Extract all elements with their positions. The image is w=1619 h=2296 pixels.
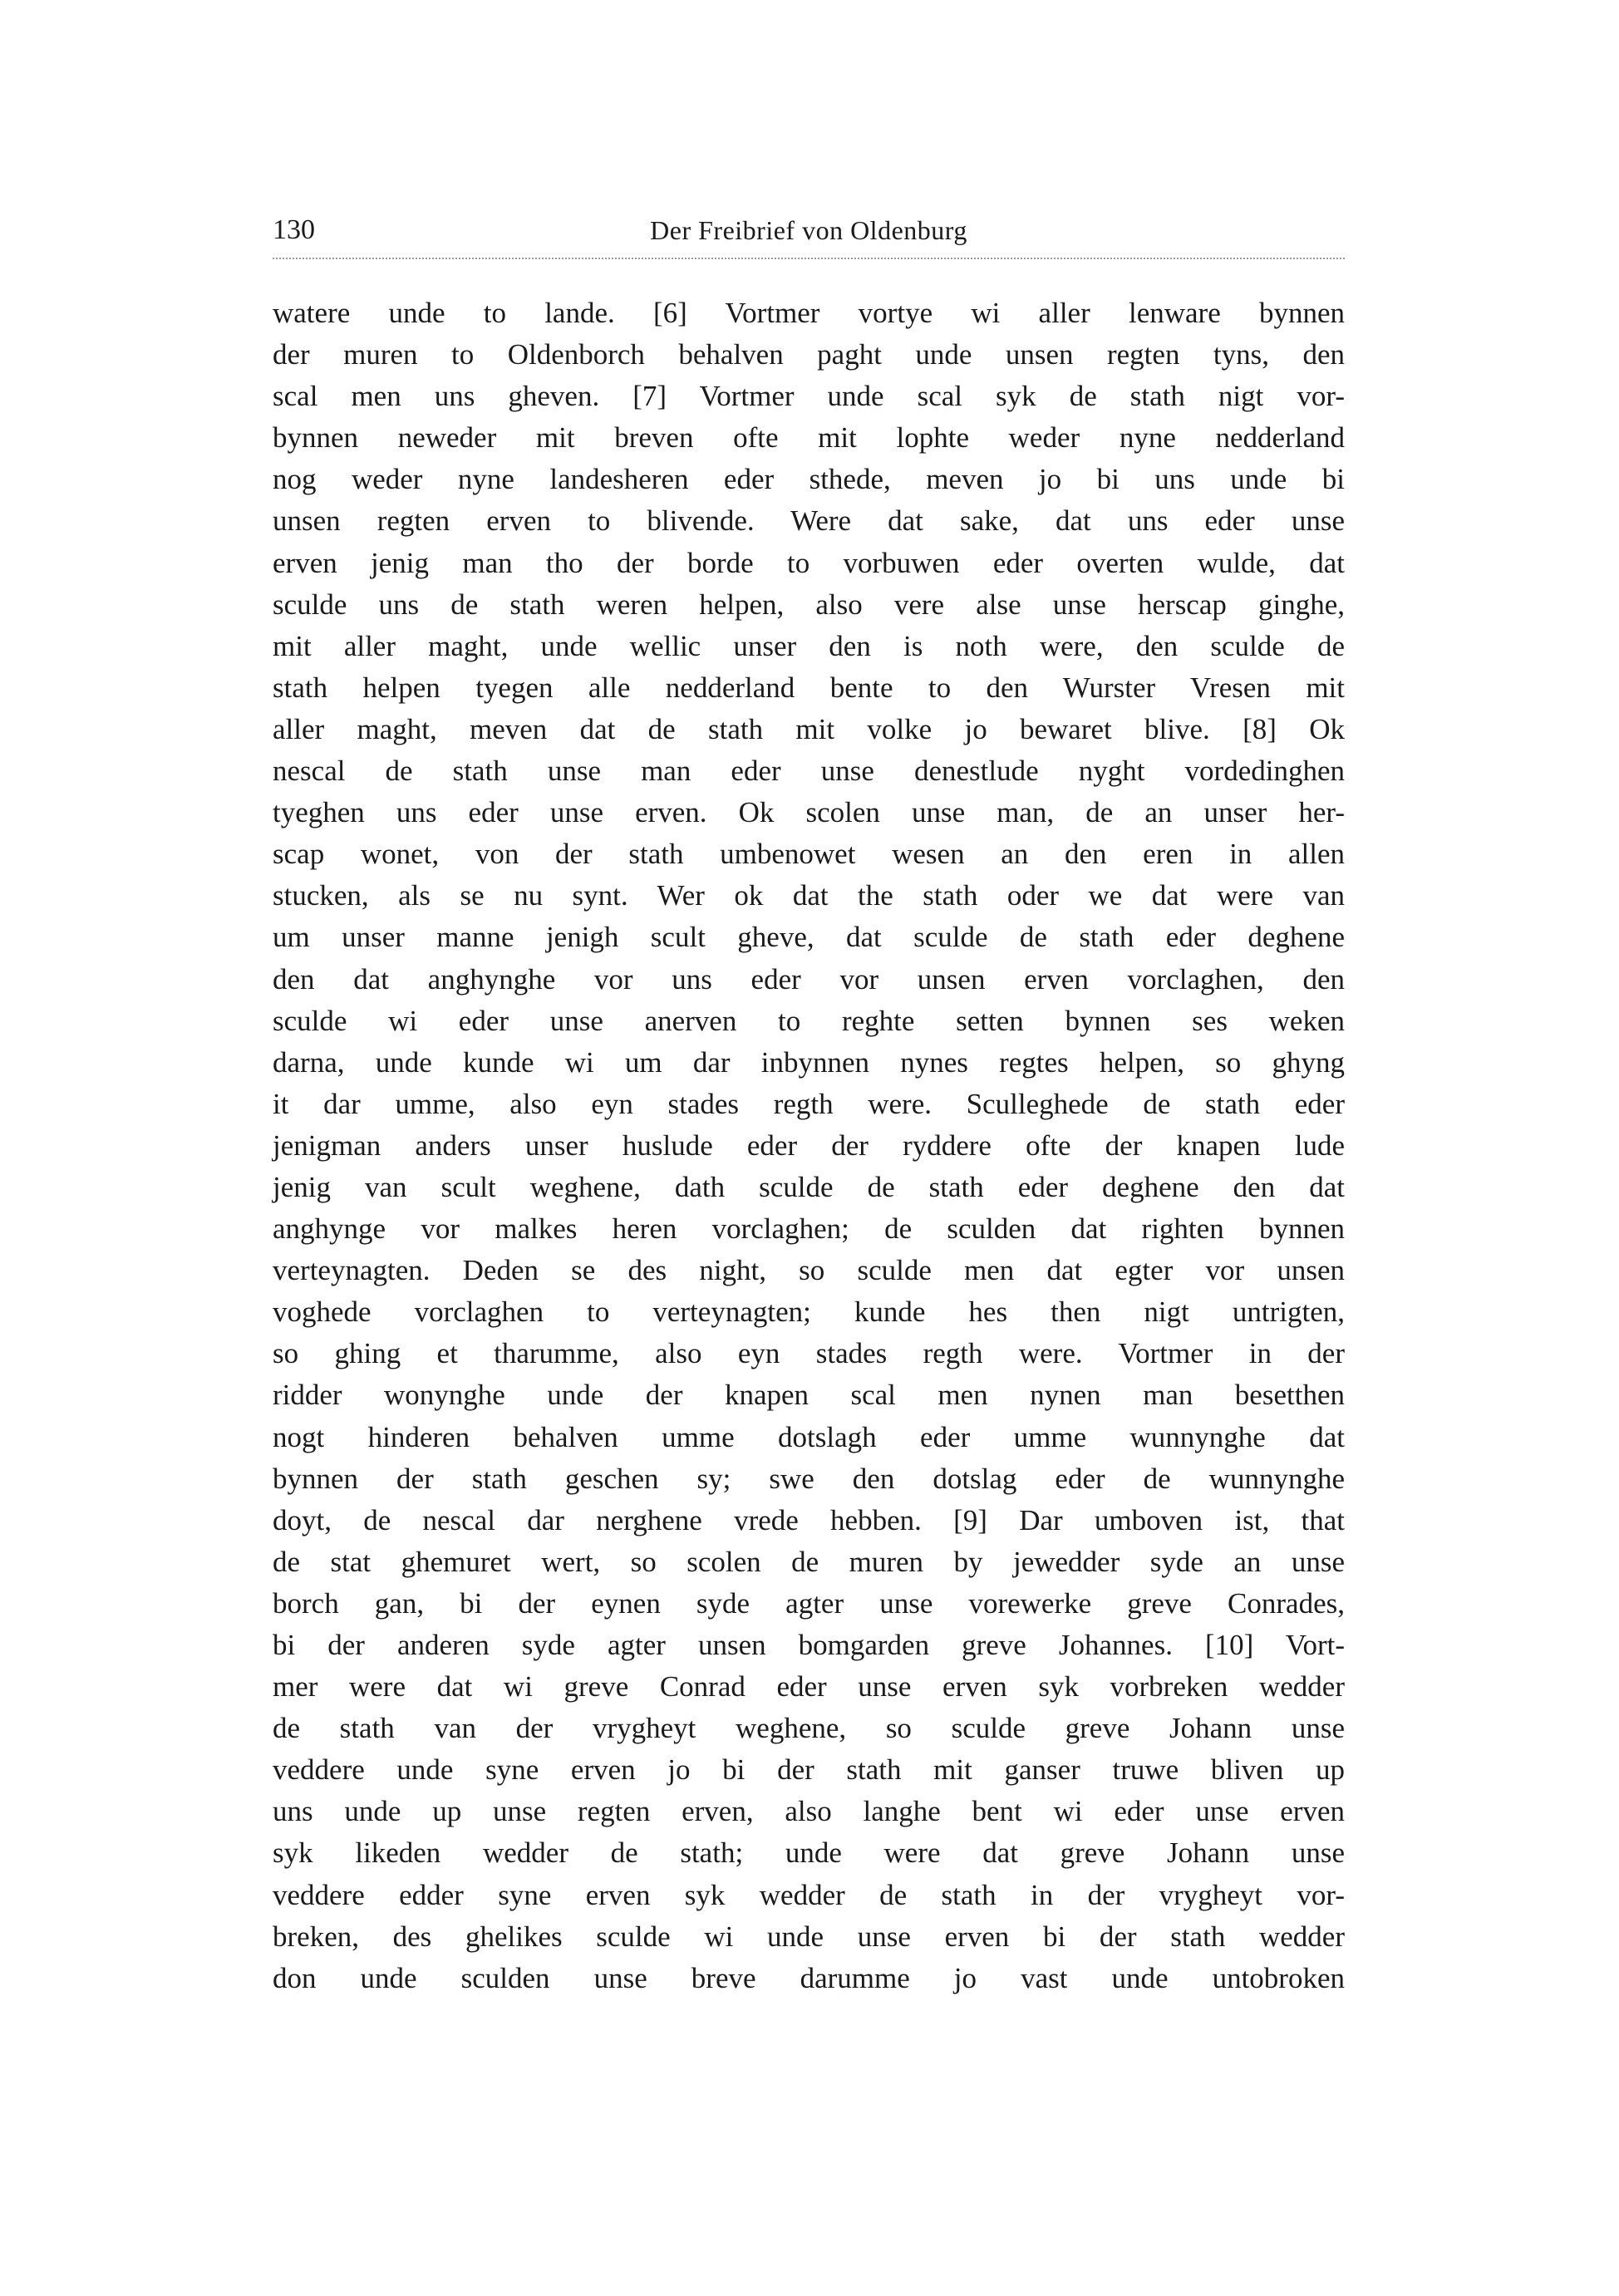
text-line: syk likeden wedder de stath; unde were dat greve Johann unse: [273, 1836, 1345, 1870]
text-line: nog weder nyne landesheren eder sthede, meven jo bi uns unde bi: [273, 463, 1345, 496]
text-line: veddere edder syne erven syk wedder de stath in der vrygheyt vor-: [273, 1878, 1345, 1911]
text-line: stath helpen tyegen alle nedderland bente to den Wurster Vresen mit: [273, 671, 1345, 704]
text-line: sculde wi eder unse anerven to reghte setten bynnen ses weken: [273, 1004, 1345, 1037]
text-line: voghede vorclaghen to verteynagten; kunde hes then nigt untrigten,: [273, 1295, 1345, 1329]
page-header: [273, 209, 1345, 251]
text-line: sculde uns de stath weren helpen, also vere alse unse herscap ginghe,: [273, 588, 1345, 621]
text-line: scal men uns gheven. [7] Vortmer unde scal syk de stath nigt vor-: [273, 380, 1345, 413]
body-text: [273, 293, 1345, 1999]
text-line: bynnen neweder mit breven ofte mit lophte weder nyne nedderland: [273, 421, 1345, 455]
text-line: it dar umme, also eyn stades regth were. Sculleghede de stath eder: [273, 1087, 1345, 1120]
text-line: erven jenig man tho der borde to vorbuwen eder overten wulde, dat: [273, 546, 1345, 579]
text-line: bynnen der stath geschen sy; swe den dotslag eder de wunnynghe: [273, 1462, 1345, 1495]
text-line: aller maght, meven dat de stath mit volke jo bewaret blive. [8] Ok: [273, 712, 1345, 745]
text-line: um unser manne jenigh scult gheve, dat sculde de stath eder deghene: [273, 921, 1345, 954]
page-number: 130: [273, 214, 315, 245]
text-line: doyt, de nescal dar nerghene vrede hebben. [9] Dar umboven ist, that: [273, 1503, 1345, 1536]
text-line: watere unde to lande. [6] Vortmer vortye wi aller lenware bynnen: [273, 297, 1345, 329]
text-line: mer were dat wi greve Conrad eder unse erven syk vorbreken wedder: [273, 1670, 1345, 1704]
text-line: stucken, als se nu synt. Wer ok dat the stath oder we dat were van: [273, 879, 1345, 912]
text-line: ridder wonynghe unde der knapen scal men nynen man besetthen: [273, 1379, 1345, 1412]
text-line: jenig van scult weghene, dath sculde de stath eder deghene den dat: [273, 1170, 1345, 1203]
text-line: tyeghen uns eder unse erven. Ok scolen unse man, de an unser her-: [273, 796, 1345, 829]
text-line: den dat anghynghe vor uns eder vor unsen erven vorclaghen, den: [273, 962, 1345, 996]
text-line: borch gan, bi der eynen syde agter unse vorewerke greve Conrades,: [273, 1586, 1345, 1620]
text-line: anghynge vor malkes heren vorclaghen; de sculden dat righten bynnen: [273, 1212, 1345, 1246]
text-line: don unde sculden unse breve darumme jo vast unde untobroken: [273, 1961, 1345, 1994]
text-line: jenigman anders unser huslude eder der ryddere ofte der knapen lude: [273, 1128, 1345, 1162]
text-line: scap wonet, von der stath umbenowet wesen an den eren in allen: [273, 838, 1345, 871]
text-line: verteynagten. Deden se des night, so sculde men dat egter vor unsen: [273, 1254, 1345, 1287]
text-line: nescal de stath unse man eder unse denestlude nyght vordedinghen: [273, 755, 1345, 788]
text-line: veddere unde syne erven jo bi der stath mit ganser truwe bliven up: [273, 1753, 1345, 1787]
text-line: de stath van der vrygheyt weghene, so sculde greve Johann unse: [273, 1712, 1345, 1745]
text-line: bi der anderen syde agter unsen bomgarden greve Johannes. [10] Vort-: [273, 1629, 1345, 1661]
text-line: unsen regten erven to blivende. Were dat sake, dat uns eder unse: [273, 504, 1345, 538]
text-line: darna, unde kunde wi um dar inbynnen nynes regtes helpen, so ghyng: [273, 1045, 1345, 1079]
text-line: so ghing et tharumme, also eyn stades regth were. Vortmer in der: [273, 1337, 1345, 1370]
text-line: nogt hinderen behalven umme dotslagh eder umme wunnynghe dat: [273, 1420, 1345, 1453]
text-line: mit aller maght, unde wellic unser den is noth were, den sculde de: [273, 629, 1345, 662]
text-line: der muren to Oldenborch behalven paght unde unsen regten tyns, den: [273, 338, 1345, 371]
text-line: breken, des ghelikes sculde wi unde unse erven bi der stath wedder: [273, 1920, 1345, 1953]
text-line: uns unde up unse regten erven, also langhe bent wi eder unse erven: [273, 1795, 1345, 1828]
running-title: Der Freibrief von Oldenburg: [650, 215, 967, 245]
text-line: de stat ghemuret wert, so scolen de muren by jewedder syde an unse: [273, 1545, 1345, 1578]
header-rule: [273, 258, 1345, 259]
